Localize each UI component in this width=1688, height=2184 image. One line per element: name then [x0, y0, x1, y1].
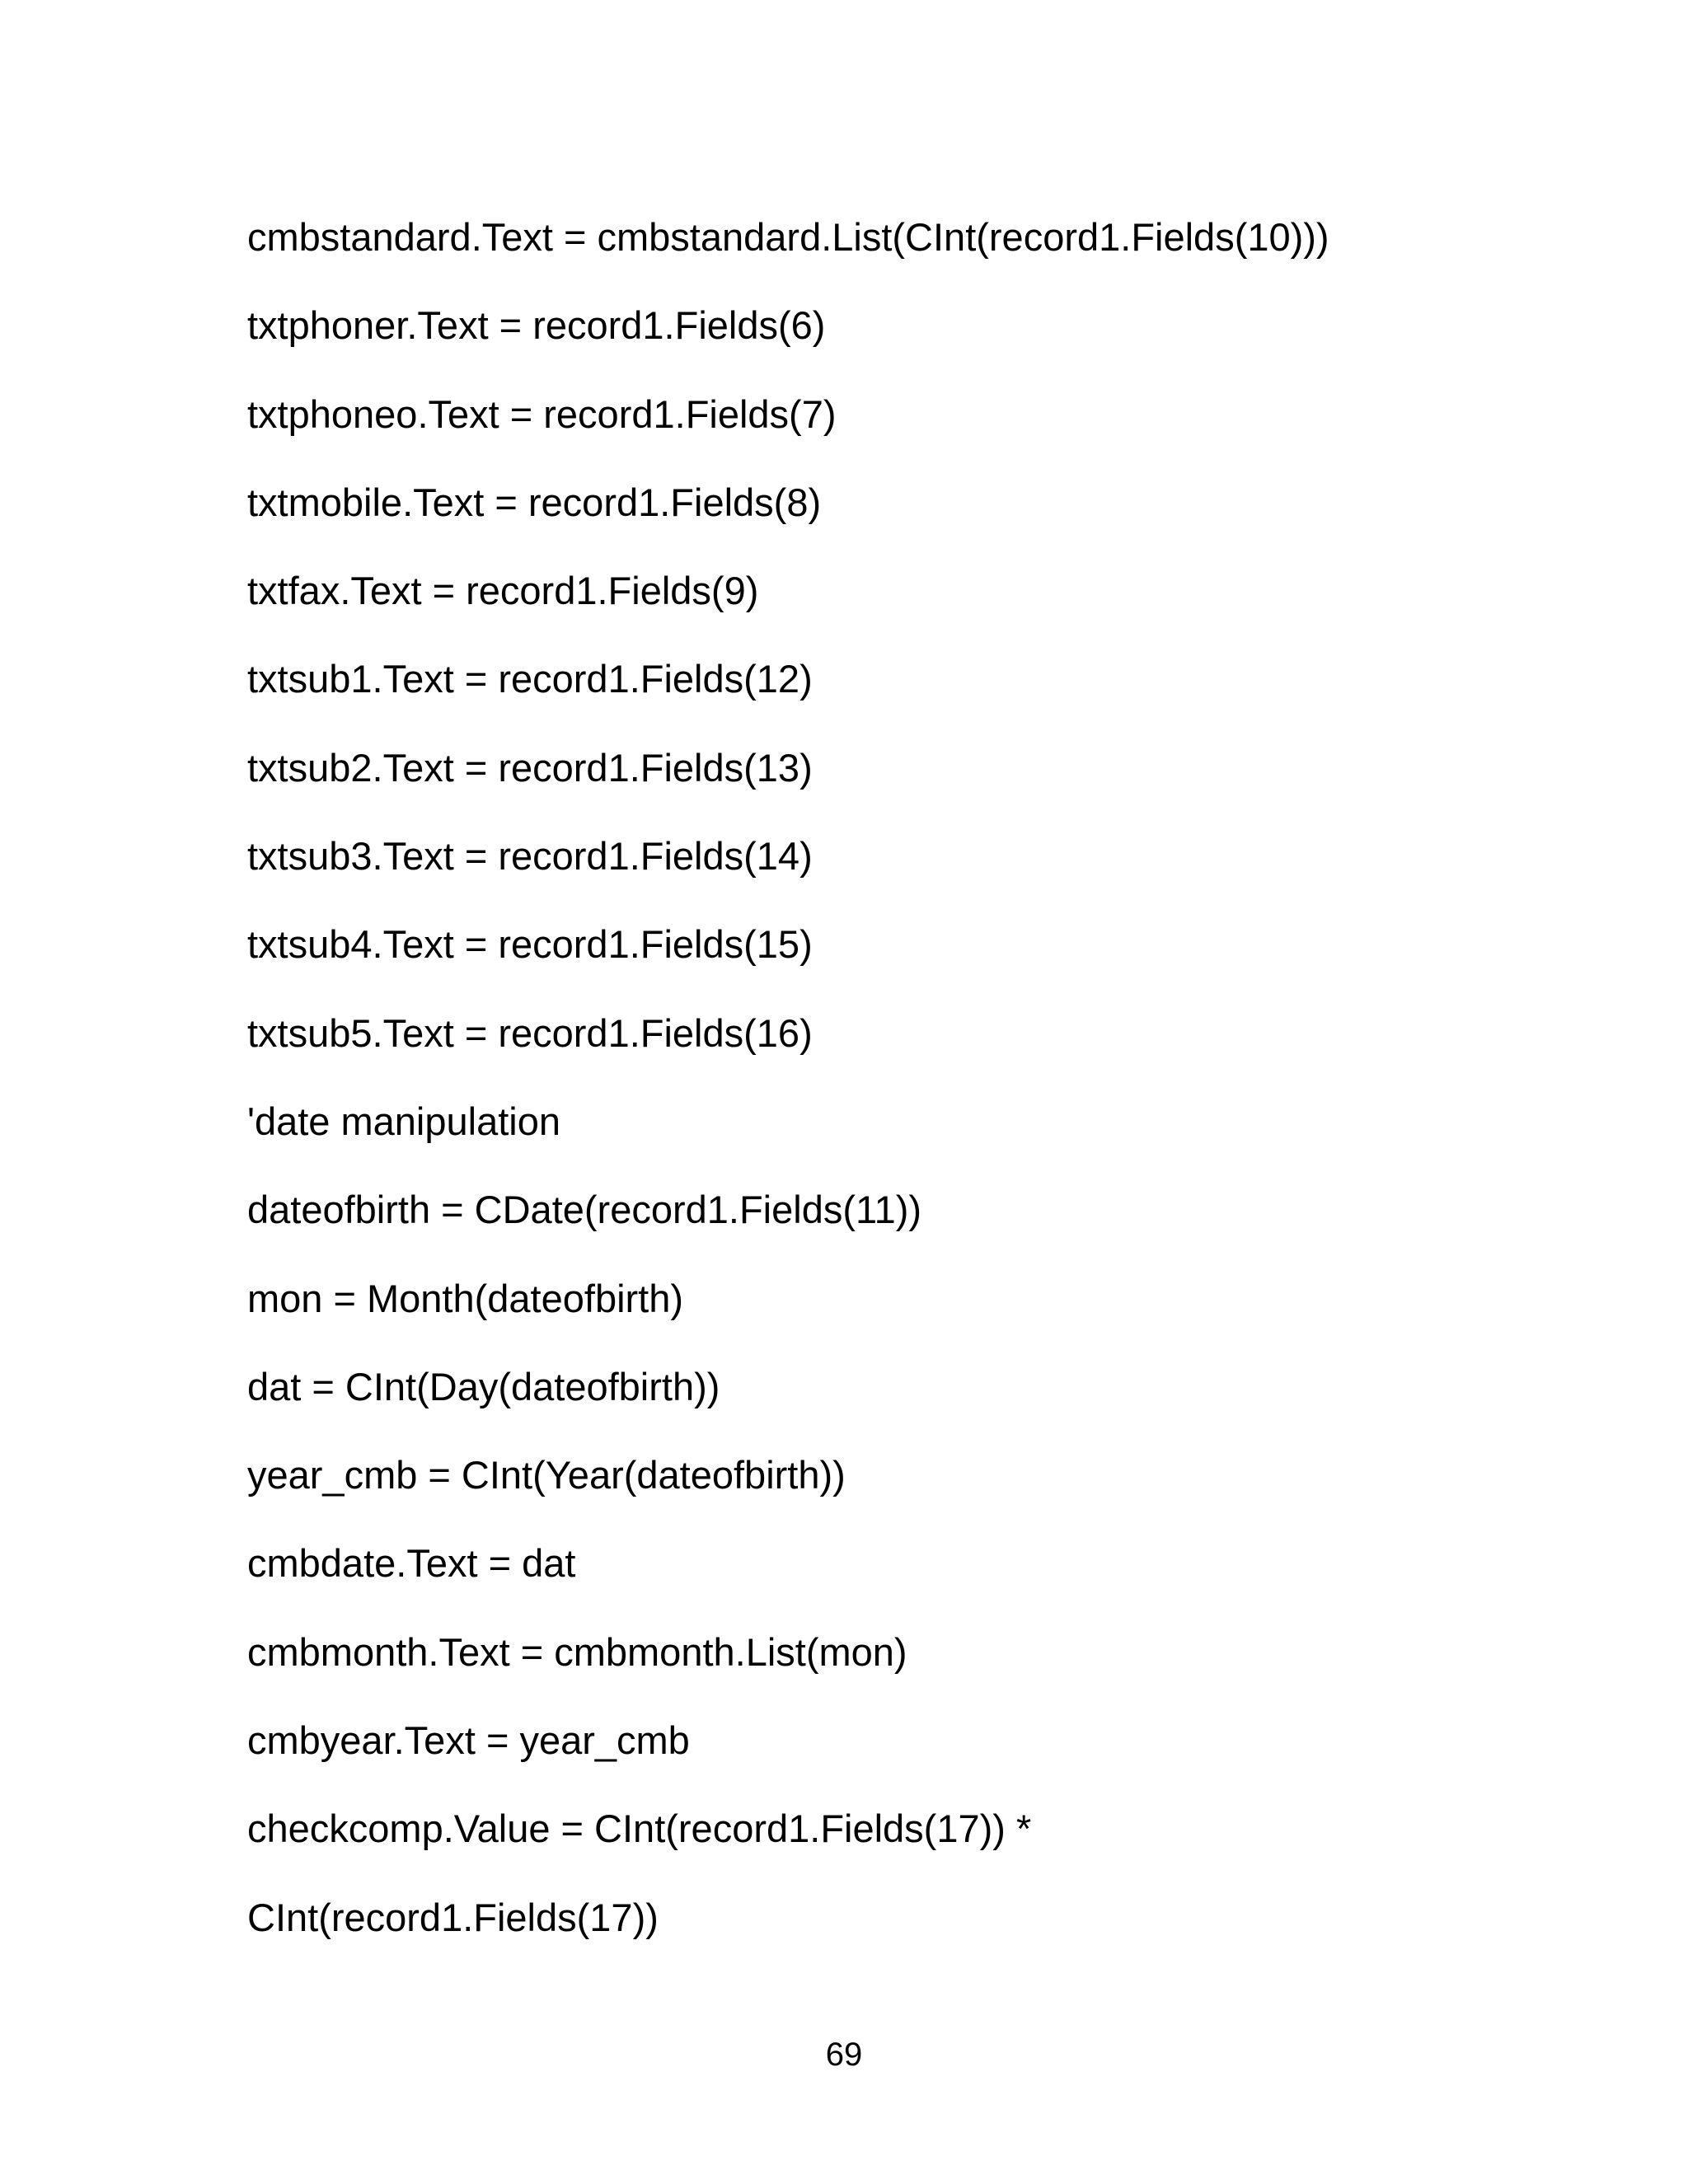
code-line: txtmobile.Text = record1.Fields(8) [247, 480, 822, 524]
code-line-continuation: CInt(record1.Fields(17)) [247, 1895, 659, 1939]
code-line: cmbstandard.Text = cmbstandard.List(CInt(record1.Fields(10))) [247, 215, 1329, 259]
code-line: year_cmb = CInt(Year(dateofbirth)) [247, 1453, 846, 1497]
code-line: cmbmonth.Text = cmbmonth.List(mon) [247, 1629, 907, 1674]
code-line: txtsub2.Text = record1.Fields(13) [247, 745, 813, 790]
code-line: txtphoner.Text = record1.Fields(6) [247, 303, 826, 348]
code-line: checkcomp.Value = CInt(record1.Fields(17)) * [247, 1807, 1032, 1851]
code-comment: 'date manipulation [247, 1099, 561, 1143]
code-line: txtsub1.Text = record1.Fields(12) [247, 657, 813, 701]
code-line: txtphoneo.Text = record1.Fields(7) [247, 391, 837, 436]
page-number: 69 [825, 2036, 863, 2073]
code-line: cmbdate.Text = dat [247, 1541, 576, 1586]
code-listing [247, 193, 1607, 1961]
code-line: cmbyear.Text = year_cmb [247, 1718, 690, 1763]
code-line: txtsub3.Text = record1.Fields(14) [247, 834, 813, 879]
code-line: dateofbirth = CDate(record1.Fields(11)) [247, 1188, 922, 1232]
code-line: dat = CInt(Day(dateofbirth)) [247, 1364, 720, 1408]
code-line: txtfax.Text = record1.Fields(9) [247, 569, 759, 613]
code-line: mon = Month(dateofbirth) [247, 1276, 684, 1320]
code-line: txtsub5.Text = record1.Fields(16) [247, 1010, 813, 1055]
code-line: txtsub4.Text = record1.Fields(15) [247, 922, 813, 967]
